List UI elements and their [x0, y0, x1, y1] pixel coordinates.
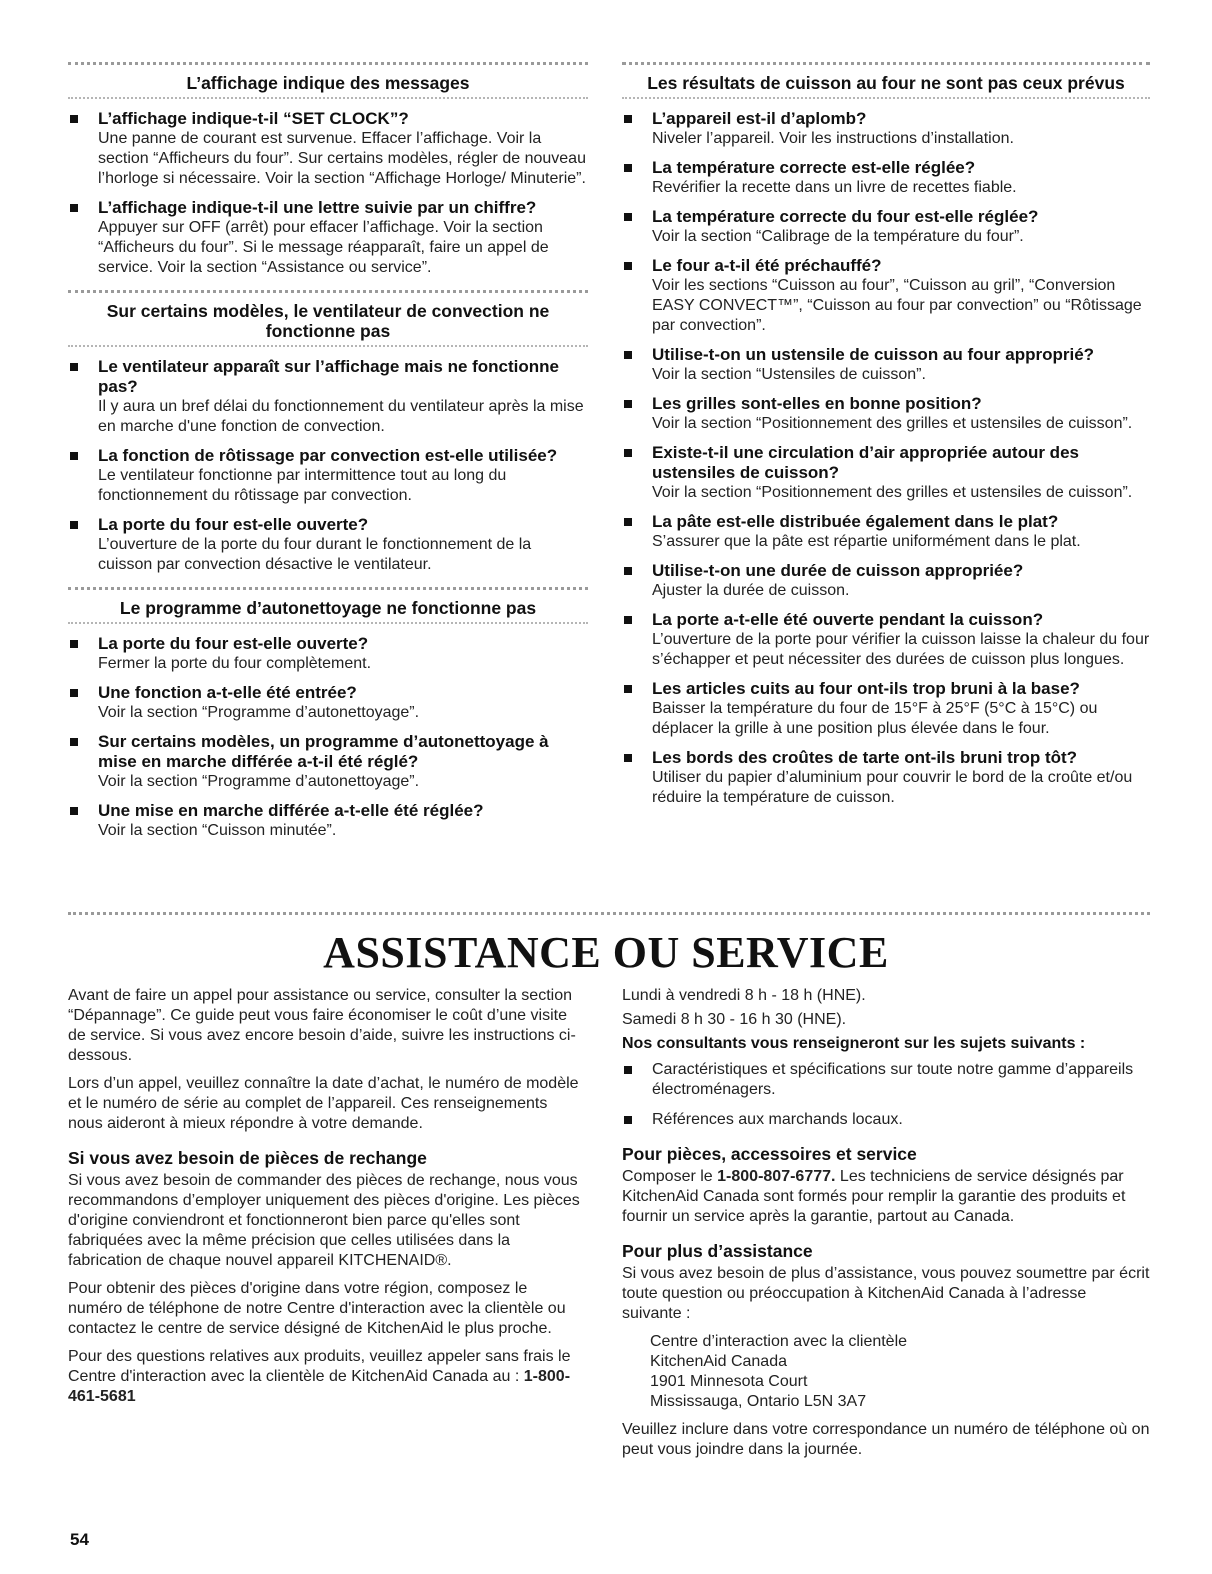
address-line: Centre d’interaction avec la clientèle: [650, 1333, 908, 1350]
answer: L’ouverture de la porte du four durant le fonctionnement de la cuisson par convection désactive le ventilateur.: [98, 536, 532, 573]
question: Les articles cuits au four ont-ils trop bruni à la base?: [652, 679, 1080, 698]
answer: Voir la section “Calibrage de la température du four”.: [652, 228, 1024, 245]
answer: Voir la section “Programme d’autonettoyage”.: [98, 704, 420, 721]
question: La porte du four est-elle ouverte?: [98, 515, 369, 534]
assistance-left-column: [68, 986, 584, 1415]
question: Les grilles sont-elles en bonne position?: [652, 394, 982, 413]
divider: [622, 97, 1150, 99]
answer: L’ouverture de la porte pour vérifier la cuisson laisse la chaleur du four s’échapper et peut nécessiter des durées de cuisson plus longues.: [652, 631, 1150, 668]
qa-item: [622, 256, 1150, 336]
page-number: 54: [70, 1530, 89, 1549]
divider: [68, 62, 588, 65]
qa-item: [622, 443, 1150, 503]
qa-item: [68, 357, 588, 437]
answer: Revérifier la recette dans un livre de recettes fiable.: [652, 179, 1017, 196]
page-title: ASSISTANCE OU SERVICE: [323, 928, 889, 977]
qa-item: [68, 732, 588, 792]
answer: Voir la section “Programme d’autonettoyage”.: [98, 773, 420, 790]
qa-item: [622, 561, 1150, 601]
mailing-address: [650, 1332, 1150, 1412]
phone-number: 1-800-461-5681: [68, 1368, 571, 1405]
phone-number: 1-800-807-6777.: [717, 1168, 836, 1185]
answer: Voir la section “Positionnement des grilles et ustensiles de cuisson”.: [652, 484, 1133, 501]
right-column: [622, 62, 1150, 820]
paragraph-text: Les techniciens de service désignés par KitchenAid Canada sont formés pour remplir la garantie des produits et fournir un service après la garantie, partout au Canada.: [622, 1168, 1126, 1225]
question: Utilise-t-on une durée de cuisson appropriée?: [652, 561, 1024, 580]
question: L’affichage indique-t-il une lettre suivie par un chiffre?: [98, 198, 537, 217]
section-convection-fan: [68, 290, 588, 575]
qa-list: [622, 109, 1150, 808]
divider: [68, 97, 588, 99]
qa-item: [68, 446, 588, 506]
question: Le ventilateur apparaît sur l’affichage mais ne fonctionne pas?: [98, 357, 560, 396]
subheading: Pour pièces, accessoires et service: [622, 1144, 917, 1164]
question: La porte a-t-elle été ouverte pendant la cuisson?: [652, 610, 1044, 629]
divider: [68, 345, 588, 347]
question: La température correcte du four est-elle réglée?: [652, 207, 1039, 226]
answer: Fermer la porte du four complètement.: [98, 655, 372, 672]
qa-list: [68, 109, 588, 278]
qa-list: [68, 357, 588, 575]
paragraph: Si vous avez besoin de plus d’assistance, vous pouvez soumettre par écrit toute question ou préoccupation à KitchenAid Canada à l’adresse suivante :: [622, 1265, 1150, 1322]
paragraph-text: Pour des questions relatives aux produits, veuillez appeler sans frais le Centre d'interaction avec la clientèle de KitchenAid Canada au :: [68, 1348, 571, 1385]
question: La pâte est-elle distribuée également dans le plat?: [652, 512, 1059, 531]
qa-item: [622, 345, 1150, 385]
answer: Appuyer sur OFF (arrêt) pour effacer l’affichage. Voir la section “Afficheurs du four”. Si le message réapparaît, faire un appel de service. Voir la section “Assistance ou service”.: [98, 219, 549, 276]
paragraph: [68, 1347, 584, 1407]
qa-item: [622, 610, 1150, 670]
qa-item: [68, 109, 588, 189]
section-baking-results: [622, 62, 1150, 808]
answer: S’assurer que la pâte est répartie uniformément dans le plat.: [652, 533, 1081, 550]
address-line: Mississauga, Ontario L5N 3A7: [650, 1393, 867, 1410]
subheading: Si vous avez besoin de pièces de rechange: [68, 1148, 427, 1168]
topics-list: [622, 1060, 1150, 1130]
question: L’affichage indique-t-il “SET CLOCK”?: [98, 109, 409, 128]
qa-list: [68, 634, 588, 841]
qa-item: [622, 207, 1150, 247]
address-line: KitchenAid Canada: [650, 1353, 787, 1370]
paragraph: [622, 1167, 1150, 1227]
topics-heading: Nos consultants vous renseigneront sur les sujets suivants :: [622, 1035, 1086, 1052]
section-title: Sur certains modèles, le ventilateur de convection ne fonctionne pas: [106, 301, 550, 341]
question: Sur certains modèles, un programme d’autonettoyage à mise en marche différée a-t-il été réglé?: [98, 732, 549, 771]
section-display-messages: [68, 62, 588, 278]
answer: Voir la section “Ustensiles de cuisson”.: [652, 366, 926, 383]
answer: Baisser la température du four de 15°F à 25°F (5°C à 15°C) ou déplacer la grille à une position plus élevée dans le four.: [652, 700, 1098, 737]
answer: Voir les sections “Cuisson au four”, “Cuisson au gril”, “Conversion EASY CONVECT™”, “Cuisson au four par convection” ou “Rôtissage par convection”.: [652, 277, 1142, 334]
question: La porte du four est-elle ouverte?: [98, 634, 369, 653]
question: L’appareil est-il d’aplomb?: [652, 109, 867, 128]
qa-item: [68, 198, 588, 278]
section-title: Les résultats de cuisson au four ne sont pas ceux prévus: [647, 73, 1125, 93]
paragraph: Pour obtenir des pièces d'origine dans votre région, composez le numéro de téléphone de notre Centre d'interaction avec la clientèle ou contactez le centre de service désigné de KitchenAid le plus proche.: [68, 1280, 566, 1337]
paragraph: Si vous avez besoin de commander des pièces de rechange, nous vous recommandons d’employer uniquement des pièces d'origine. Les pièces d'origine conviendront et fonctionneront bien parce qu'elles sont fabriquées avec la même précision que celles utilisées dans la fabrication de chaque nouvel appareil KITCHENAID®.: [68, 1172, 580, 1269]
divider: [68, 912, 1150, 915]
section-title: L’affichage indique des messages: [186, 73, 470, 93]
question: La température correcte est-elle réglée?: [652, 158, 976, 177]
answer: Niveler l’appareil. Voir les instructions d’installation.: [652, 130, 1014, 147]
section-title: Le programme d’autonettoyage ne fonctionne pas: [119, 598, 537, 618]
question: Existe-t-il une circulation d’air appropriée autour des ustensiles de cuisson?: [652, 443, 1079, 482]
question: La fonction de rôtissage par convection est-elle utilisée?: [98, 446, 558, 465]
qa-item: [68, 683, 588, 723]
divider: [68, 622, 588, 624]
paragraph-text: Composer le: [622, 1168, 718, 1185]
qa-item: [68, 515, 588, 575]
section-self-clean: [68, 587, 588, 841]
answer: Voir la section “Cuisson minutée”.: [98, 822, 337, 839]
divider: [68, 587, 588, 590]
answer: Il y aura un bref délai du fonctionnement du ventilateur après la mise en marche d'une fonction de convection.: [98, 398, 584, 435]
question: Une mise en marche différée a-t-elle été réglée?: [98, 801, 484, 820]
answer: Utiliser du papier d’aluminium pour couvrir le bord de la croûte et/ou réduire la température de cuisson.: [652, 769, 1133, 806]
divider: [622, 62, 1150, 65]
question: Une fonction a-t-elle été entrée?: [98, 683, 357, 702]
answer: Ajuster la durée de cuisson.: [652, 582, 850, 599]
qa-item: [622, 748, 1150, 808]
address-line: 1901 Minnesota Court: [650, 1373, 808, 1390]
qa-item: [68, 634, 588, 674]
qa-item: [622, 394, 1150, 434]
divider: [68, 290, 588, 293]
intro-paragraph: Avant de faire un appel pour assistance ou service, consulter la section “Dépannage”. Ce guide peut vous faire économiser le coût d’une visite de service. Si vous avez encore besoin d’aide, suivre les instructions ci-dessous.: [68, 987, 576, 1064]
left-column: [68, 62, 588, 853]
qa-item: [622, 512, 1150, 552]
subheading: Pour plus d’assistance: [622, 1241, 813, 1261]
assistance-right-column: [622, 986, 1150, 1468]
intro-paragraph: Lors d’un appel, veuillez connaître la date d’achat, le numéro de modèle et le numéro de série au complet de l’appareil. Ces renseignements nous aideront à mieux répondre à votre demande.: [68, 1075, 579, 1132]
hours: Lundi à vendredi 8 h - 18 h (HNE).: [622, 987, 866, 1004]
answer: Le ventilateur fonctionne par intermittence tout au long du fonctionnement du rôtissage par convection.: [98, 467, 507, 504]
answer: Voir la section “Positionnement des grilles et ustensiles de cuisson”.: [652, 415, 1133, 432]
qa-item: [622, 158, 1150, 198]
answer: Une panne de courant est survenue. Effacer l’affichage. Voir la section “Afficheurs du four”. Sur certains modèles, régler de nouveau l’horloge si nécessaire. Voir la section “Affichage Horloge/ Minuterie”.: [98, 130, 586, 187]
question: Le four a-t-il été préchauffé?: [652, 256, 882, 275]
question: Les bords des croûtes de tarte ont-ils bruni trop tôt?: [652, 748, 1078, 767]
qa-item: [622, 109, 1150, 149]
qa-item: [68, 801, 588, 841]
paragraph: Veuillez inclure dans votre correspondance un numéro de téléphone où on peut vous joindre dans la journée.: [622, 1421, 1150, 1458]
list-item: Caractéristiques et spécifications sur toute notre gamme d’appareils électroménagers.: [622, 1060, 1150, 1100]
list-item: Références aux marchands locaux.: [622, 1110, 1150, 1130]
qa-item: [622, 679, 1150, 739]
question: Utilise-t-on un ustensile de cuisson au four approprié?: [652, 345, 1095, 364]
hours: Samedi 8 h 30 - 16 h 30 (HNE).: [622, 1011, 847, 1028]
